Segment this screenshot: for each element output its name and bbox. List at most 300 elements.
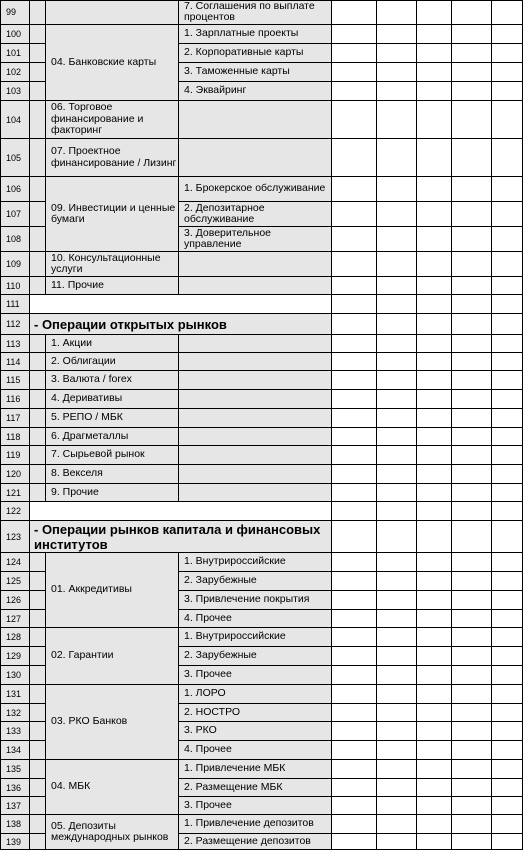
value-cell <box>492 704 523 722</box>
open-market-item: 7. Сырьевой рынок <box>46 446 179 465</box>
sub-item-cell: 1. Внутрироссийские <box>179 628 332 647</box>
value-cell <box>377 82 417 101</box>
value-cell <box>332 591 377 610</box>
section-header: - Операции открытых рынков <box>30 314 332 335</box>
sub-item-cell <box>179 139 332 177</box>
value-cell <box>452 610 492 628</box>
value-cell <box>492 277 523 295</box>
value-cell <box>492 101 523 139</box>
value-cell <box>452 685 492 704</box>
spacer-cell <box>30 666 46 685</box>
value-cell <box>377 409 417 428</box>
value-cell <box>492 797 523 815</box>
value-cell <box>377 390 417 409</box>
value-cell <box>377 202 417 227</box>
value-cell <box>377 371 417 390</box>
value-cell <box>417 277 452 295</box>
value-cell <box>332 252 377 277</box>
value-cell <box>492 390 523 409</box>
value-cell <box>332 202 377 227</box>
row-number: 130 <box>0 666 30 685</box>
row-number: 118 <box>0 428 30 446</box>
value-cell <box>452 572 492 591</box>
value-cell <box>492 139 523 177</box>
row-number: 107 <box>0 202 30 227</box>
value-cell <box>452 44 492 63</box>
value-cell <box>492 521 523 553</box>
value-cell <box>377 227 417 252</box>
value-cell <box>377 465 417 484</box>
row-number: 129 <box>0 647 30 666</box>
value-cell <box>417 521 452 553</box>
table-row <box>0 409 523 428</box>
spacer-cell <box>30 834 46 850</box>
group-cell <box>46 0 179 25</box>
row-number: 105 <box>0 139 30 177</box>
value-cell <box>332 177 377 202</box>
value-cell <box>332 353 377 371</box>
value-cell <box>452 428 492 446</box>
sub-item-cell: 1. Брокерское обслуживание <box>179 177 332 202</box>
value-cell <box>377 704 417 722</box>
row-number: 108 <box>0 227 30 252</box>
value-cell <box>452 177 492 202</box>
value-cell <box>377 666 417 685</box>
spacer-cell <box>30 371 46 390</box>
value-cell <box>332 521 377 553</box>
row-number: 102 <box>0 63 30 82</box>
sub-item-cell: 3. РКО <box>179 722 332 741</box>
value-cell <box>332 227 377 252</box>
section-header: - Операции рынков капитала и финансовых институтов <box>30 521 332 553</box>
sub-item-cell: 2. Зарубежные <box>179 647 332 666</box>
value-cell <box>377 722 417 741</box>
value-cell <box>452 353 492 371</box>
group-name: 03. РКО Банков <box>46 685 179 760</box>
value-cell <box>492 572 523 591</box>
table-row <box>0 371 523 390</box>
blank-row-cell <box>30 502 332 521</box>
row-number: 136 <box>0 779 30 797</box>
value-cell <box>332 647 377 666</box>
value-cell <box>492 409 523 428</box>
row-number: 115 <box>0 371 30 390</box>
value-cell <box>417 685 452 704</box>
open-market-item: 9. Прочие <box>46 484 179 502</box>
row-number: 109 <box>0 252 30 277</box>
value-cell <box>332 0 377 25</box>
table-row <box>0 484 523 502</box>
value-cell <box>377 797 417 815</box>
row-number: 139 <box>0 834 30 850</box>
table-row <box>0 295 523 314</box>
value-cell <box>332 704 377 722</box>
value-cell <box>332 610 377 628</box>
value-cell <box>417 815 452 834</box>
sub-item-cell: 2. Размещение МБК <box>179 779 332 797</box>
row-number: 101 <box>0 44 30 63</box>
spacer-cell <box>30 628 46 647</box>
value-cell <box>492 685 523 704</box>
row-number: 128 <box>0 628 30 647</box>
value-cell <box>377 277 417 295</box>
spacer-cell <box>30 446 46 465</box>
sub-item-cell <box>179 371 332 390</box>
value-cell <box>492 484 523 502</box>
sub-item-cell: 1. Внутрироссийские <box>179 553 332 572</box>
value-cell <box>452 446 492 465</box>
table-row <box>0 390 523 409</box>
sub-item-cell: 7. Соглашения по выплате процентов <box>179 0 332 25</box>
value-cell <box>452 760 492 779</box>
value-cell <box>332 760 377 779</box>
value-cell <box>492 647 523 666</box>
value-cell <box>332 779 377 797</box>
value-cell <box>452 704 492 722</box>
open-market-item: 4. Деривативы <box>46 390 179 409</box>
sub-item-cell <box>179 277 332 295</box>
value-cell <box>452 666 492 685</box>
row-number: 137 <box>0 797 30 815</box>
value-cell <box>332 628 377 647</box>
spacer-cell <box>30 82 46 101</box>
value-cell <box>452 139 492 177</box>
sub-item-cell: 4. Эквайринг <box>179 82 332 101</box>
value-cell <box>332 815 377 834</box>
value-cell <box>417 610 452 628</box>
sub-item-cell <box>179 465 332 484</box>
value-cell <box>492 0 523 25</box>
value-cell <box>332 685 377 704</box>
row-number: 126 <box>0 591 30 610</box>
row-number: 120 <box>0 465 30 484</box>
value-cell <box>452 0 492 25</box>
spacer-cell <box>30 553 46 572</box>
sub-item-cell: 1. Привлечение депозитов <box>179 815 332 834</box>
value-cell <box>377 314 417 335</box>
value-cell <box>377 741 417 760</box>
sub-item-cell <box>179 335 332 353</box>
sub-item-cell <box>179 252 332 277</box>
value-cell <box>452 591 492 610</box>
value-cell <box>492 465 523 484</box>
value-cell <box>377 63 417 82</box>
value-cell <box>332 44 377 63</box>
sub-item-cell: 2. Депозитарное обслуживание <box>179 202 332 227</box>
spacer-cell <box>30 252 46 277</box>
group-name: 06. Торговое финансирование и факторинг <box>46 101 179 139</box>
sub-item-cell <box>179 446 332 465</box>
value-cell <box>332 409 377 428</box>
value-cell <box>452 63 492 82</box>
row-number: 106 <box>0 177 30 202</box>
value-cell <box>452 277 492 295</box>
spacer-cell <box>30 177 46 202</box>
value-cell <box>377 591 417 610</box>
open-market-item: 5. РЕПО / МБК <box>46 409 179 428</box>
value-cell <box>377 760 417 779</box>
value-cell <box>492 834 523 850</box>
spacer-cell <box>30 139 46 177</box>
spacer-cell <box>30 101 46 139</box>
value-cell <box>377 252 417 277</box>
value-cell <box>452 779 492 797</box>
sub-item-cell: 4. Прочее <box>179 741 332 760</box>
value-cell <box>332 722 377 741</box>
spacer-cell <box>30 760 46 779</box>
open-market-item: 6. Драгметаллы <box>46 428 179 446</box>
value-cell <box>492 428 523 446</box>
value-cell <box>417 295 452 314</box>
value-cell <box>332 446 377 465</box>
group-name: 04. Банковские карты <box>46 25 179 101</box>
value-cell <box>452 741 492 760</box>
row-number: 114 <box>0 353 30 371</box>
value-cell <box>452 722 492 741</box>
value-cell <box>417 484 452 502</box>
value-cell <box>377 295 417 314</box>
row-number: 132 <box>0 704 30 722</box>
value-cell <box>332 335 377 353</box>
table-row <box>0 335 523 353</box>
value-cell <box>377 0 417 25</box>
value-cell <box>452 314 492 335</box>
value-cell <box>417 465 452 484</box>
value-cell <box>417 722 452 741</box>
value-cell <box>452 390 492 409</box>
row-number: 119 <box>0 446 30 465</box>
value-cell <box>452 371 492 390</box>
spacer-cell <box>30 591 46 610</box>
value-cell <box>492 44 523 63</box>
value-cell <box>492 815 523 834</box>
group-name: 01. Аккредитивы <box>46 553 179 628</box>
group-name: 11. Прочие <box>46 277 179 295</box>
value-cell <box>492 227 523 252</box>
value-cell <box>332 314 377 335</box>
value-cell <box>417 666 452 685</box>
table-row <box>0 502 523 521</box>
value-cell <box>492 202 523 227</box>
value-cell <box>332 295 377 314</box>
value-cell <box>332 277 377 295</box>
value-cell <box>452 202 492 227</box>
row-number: 121 <box>0 484 30 502</box>
value-cell <box>377 521 417 553</box>
value-cell <box>417 25 452 44</box>
sub-item-cell <box>179 409 332 428</box>
row-number: 134 <box>0 741 30 760</box>
spacer-cell <box>30 815 46 834</box>
value-cell <box>377 446 417 465</box>
value-cell <box>492 446 523 465</box>
value-cell <box>377 572 417 591</box>
value-cell <box>452 628 492 647</box>
value-cell <box>377 101 417 139</box>
value-cell <box>452 553 492 572</box>
value-cell <box>417 760 452 779</box>
row-number: 100 <box>0 25 30 44</box>
row-number: 127 <box>0 610 30 628</box>
spacer-cell <box>30 409 46 428</box>
row-number: 111 <box>0 295 30 314</box>
value-cell <box>492 666 523 685</box>
value-cell <box>377 177 417 202</box>
value-cell <box>417 139 452 177</box>
row-number: 113 <box>0 335 30 353</box>
value-cell <box>377 628 417 647</box>
row-number: 131 <box>0 685 30 704</box>
value-cell <box>332 553 377 572</box>
value-cell <box>417 502 452 521</box>
value-cell <box>492 314 523 335</box>
spacer-cell <box>30 741 46 760</box>
value-cell <box>492 610 523 628</box>
value-cell <box>417 63 452 82</box>
value-cell <box>417 335 452 353</box>
value-cell <box>452 834 492 850</box>
group-name: 02. Гарантии <box>46 628 179 685</box>
value-cell <box>332 502 377 521</box>
value-cell <box>492 553 523 572</box>
spacer-cell <box>30 572 46 591</box>
row-number: 104 <box>0 101 30 139</box>
table-row <box>0 0 523 25</box>
value-cell <box>377 484 417 502</box>
value-cell <box>417 101 452 139</box>
group-name: 05. Депозиты международных рынков <box>46 815 179 850</box>
value-cell <box>417 446 452 465</box>
sub-item-cell: 2. Зарубежные <box>179 572 332 591</box>
sub-item-cell: 3. Таможенные карты <box>179 63 332 82</box>
value-cell <box>417 409 452 428</box>
value-cell <box>417 553 452 572</box>
value-cell <box>332 371 377 390</box>
sub-item-cell: 3. Доверительное управление <box>179 227 332 252</box>
spacer-cell <box>30 722 46 741</box>
value-cell <box>417 797 452 815</box>
open-market-item: 2. Облигации <box>46 353 179 371</box>
sub-item-cell: 2. Размещение депозитов <box>179 834 332 850</box>
value-cell <box>417 371 452 390</box>
sub-item-cell <box>179 353 332 371</box>
spacer-cell <box>30 0 46 25</box>
sub-item-cell: 2. Корпоративные карты <box>179 44 332 63</box>
spacer-cell <box>30 610 46 628</box>
row-number: 135 <box>0 760 30 779</box>
group-name: 07. Проектное финансирование / Лизинг <box>46 139 179 177</box>
value-cell <box>377 610 417 628</box>
open-market-item: 8. Векселя <box>46 465 179 484</box>
value-cell <box>492 252 523 277</box>
table-row <box>0 446 523 465</box>
value-cell <box>332 797 377 815</box>
value-cell <box>332 666 377 685</box>
value-cell <box>492 177 523 202</box>
sub-item-cell: 1. Привлечение МБК <box>179 760 332 779</box>
row-number: 138 <box>0 815 30 834</box>
spacer-cell <box>30 353 46 371</box>
row-number: 99 <box>0 0 30 25</box>
value-cell <box>492 502 523 521</box>
value-cell <box>332 25 377 44</box>
sub-item-cell: 3. Прочее <box>179 666 332 685</box>
value-cell <box>417 572 452 591</box>
row-number: 117 <box>0 409 30 428</box>
sub-item-cell: 2. НОСТРО <box>179 704 332 722</box>
sub-item-cell: 1. Зарплатные проекты <box>179 25 332 44</box>
value-cell <box>417 834 452 850</box>
spacer-cell <box>30 390 46 409</box>
spacer-cell <box>30 779 46 797</box>
table-row <box>0 465 523 484</box>
value-cell <box>377 139 417 177</box>
spacer-cell <box>30 704 46 722</box>
value-cell <box>417 428 452 446</box>
value-cell <box>452 409 492 428</box>
open-market-item: 3. Валюта / forex <box>46 371 179 390</box>
value-cell <box>452 295 492 314</box>
value-cell <box>417 202 452 227</box>
spacer-cell <box>30 484 46 502</box>
value-cell <box>452 502 492 521</box>
value-cell <box>452 484 492 502</box>
value-cell <box>452 521 492 553</box>
value-cell <box>492 722 523 741</box>
value-cell <box>417 390 452 409</box>
row-number: 110 <box>0 277 30 295</box>
value-cell <box>492 779 523 797</box>
value-cell <box>332 572 377 591</box>
value-cell <box>417 591 452 610</box>
value-cell <box>332 428 377 446</box>
value-cell <box>332 139 377 177</box>
value-cell <box>452 82 492 101</box>
value-cell <box>417 704 452 722</box>
value-cell <box>492 591 523 610</box>
value-cell <box>377 779 417 797</box>
row-number: 123 <box>0 521 30 553</box>
value-cell <box>377 502 417 521</box>
group-name: 09. Инвестиции и ценные бумаги <box>46 177 179 252</box>
value-cell <box>492 82 523 101</box>
value-cell <box>492 353 523 371</box>
sub-item-cell: 3. Привлечение покрытия <box>179 591 332 610</box>
value-cell <box>332 101 377 139</box>
spacer-cell <box>30 227 46 252</box>
value-cell <box>417 44 452 63</box>
value-cell <box>417 741 452 760</box>
sub-item-cell <box>179 390 332 409</box>
value-cell <box>332 82 377 101</box>
spacer-cell <box>30 428 46 446</box>
row-number: 125 <box>0 572 30 591</box>
value-cell <box>492 335 523 353</box>
row-number: 122 <box>0 502 30 521</box>
value-cell <box>492 63 523 82</box>
value-cell <box>377 553 417 572</box>
value-cell <box>332 465 377 484</box>
value-cell <box>417 779 452 797</box>
spacer-cell <box>30 63 46 82</box>
value-cell <box>417 82 452 101</box>
spacer-cell <box>30 202 46 227</box>
value-cell <box>377 44 417 63</box>
sub-item-cell <box>179 101 332 139</box>
value-cell <box>377 428 417 446</box>
value-cell <box>377 647 417 666</box>
value-cell <box>492 25 523 44</box>
